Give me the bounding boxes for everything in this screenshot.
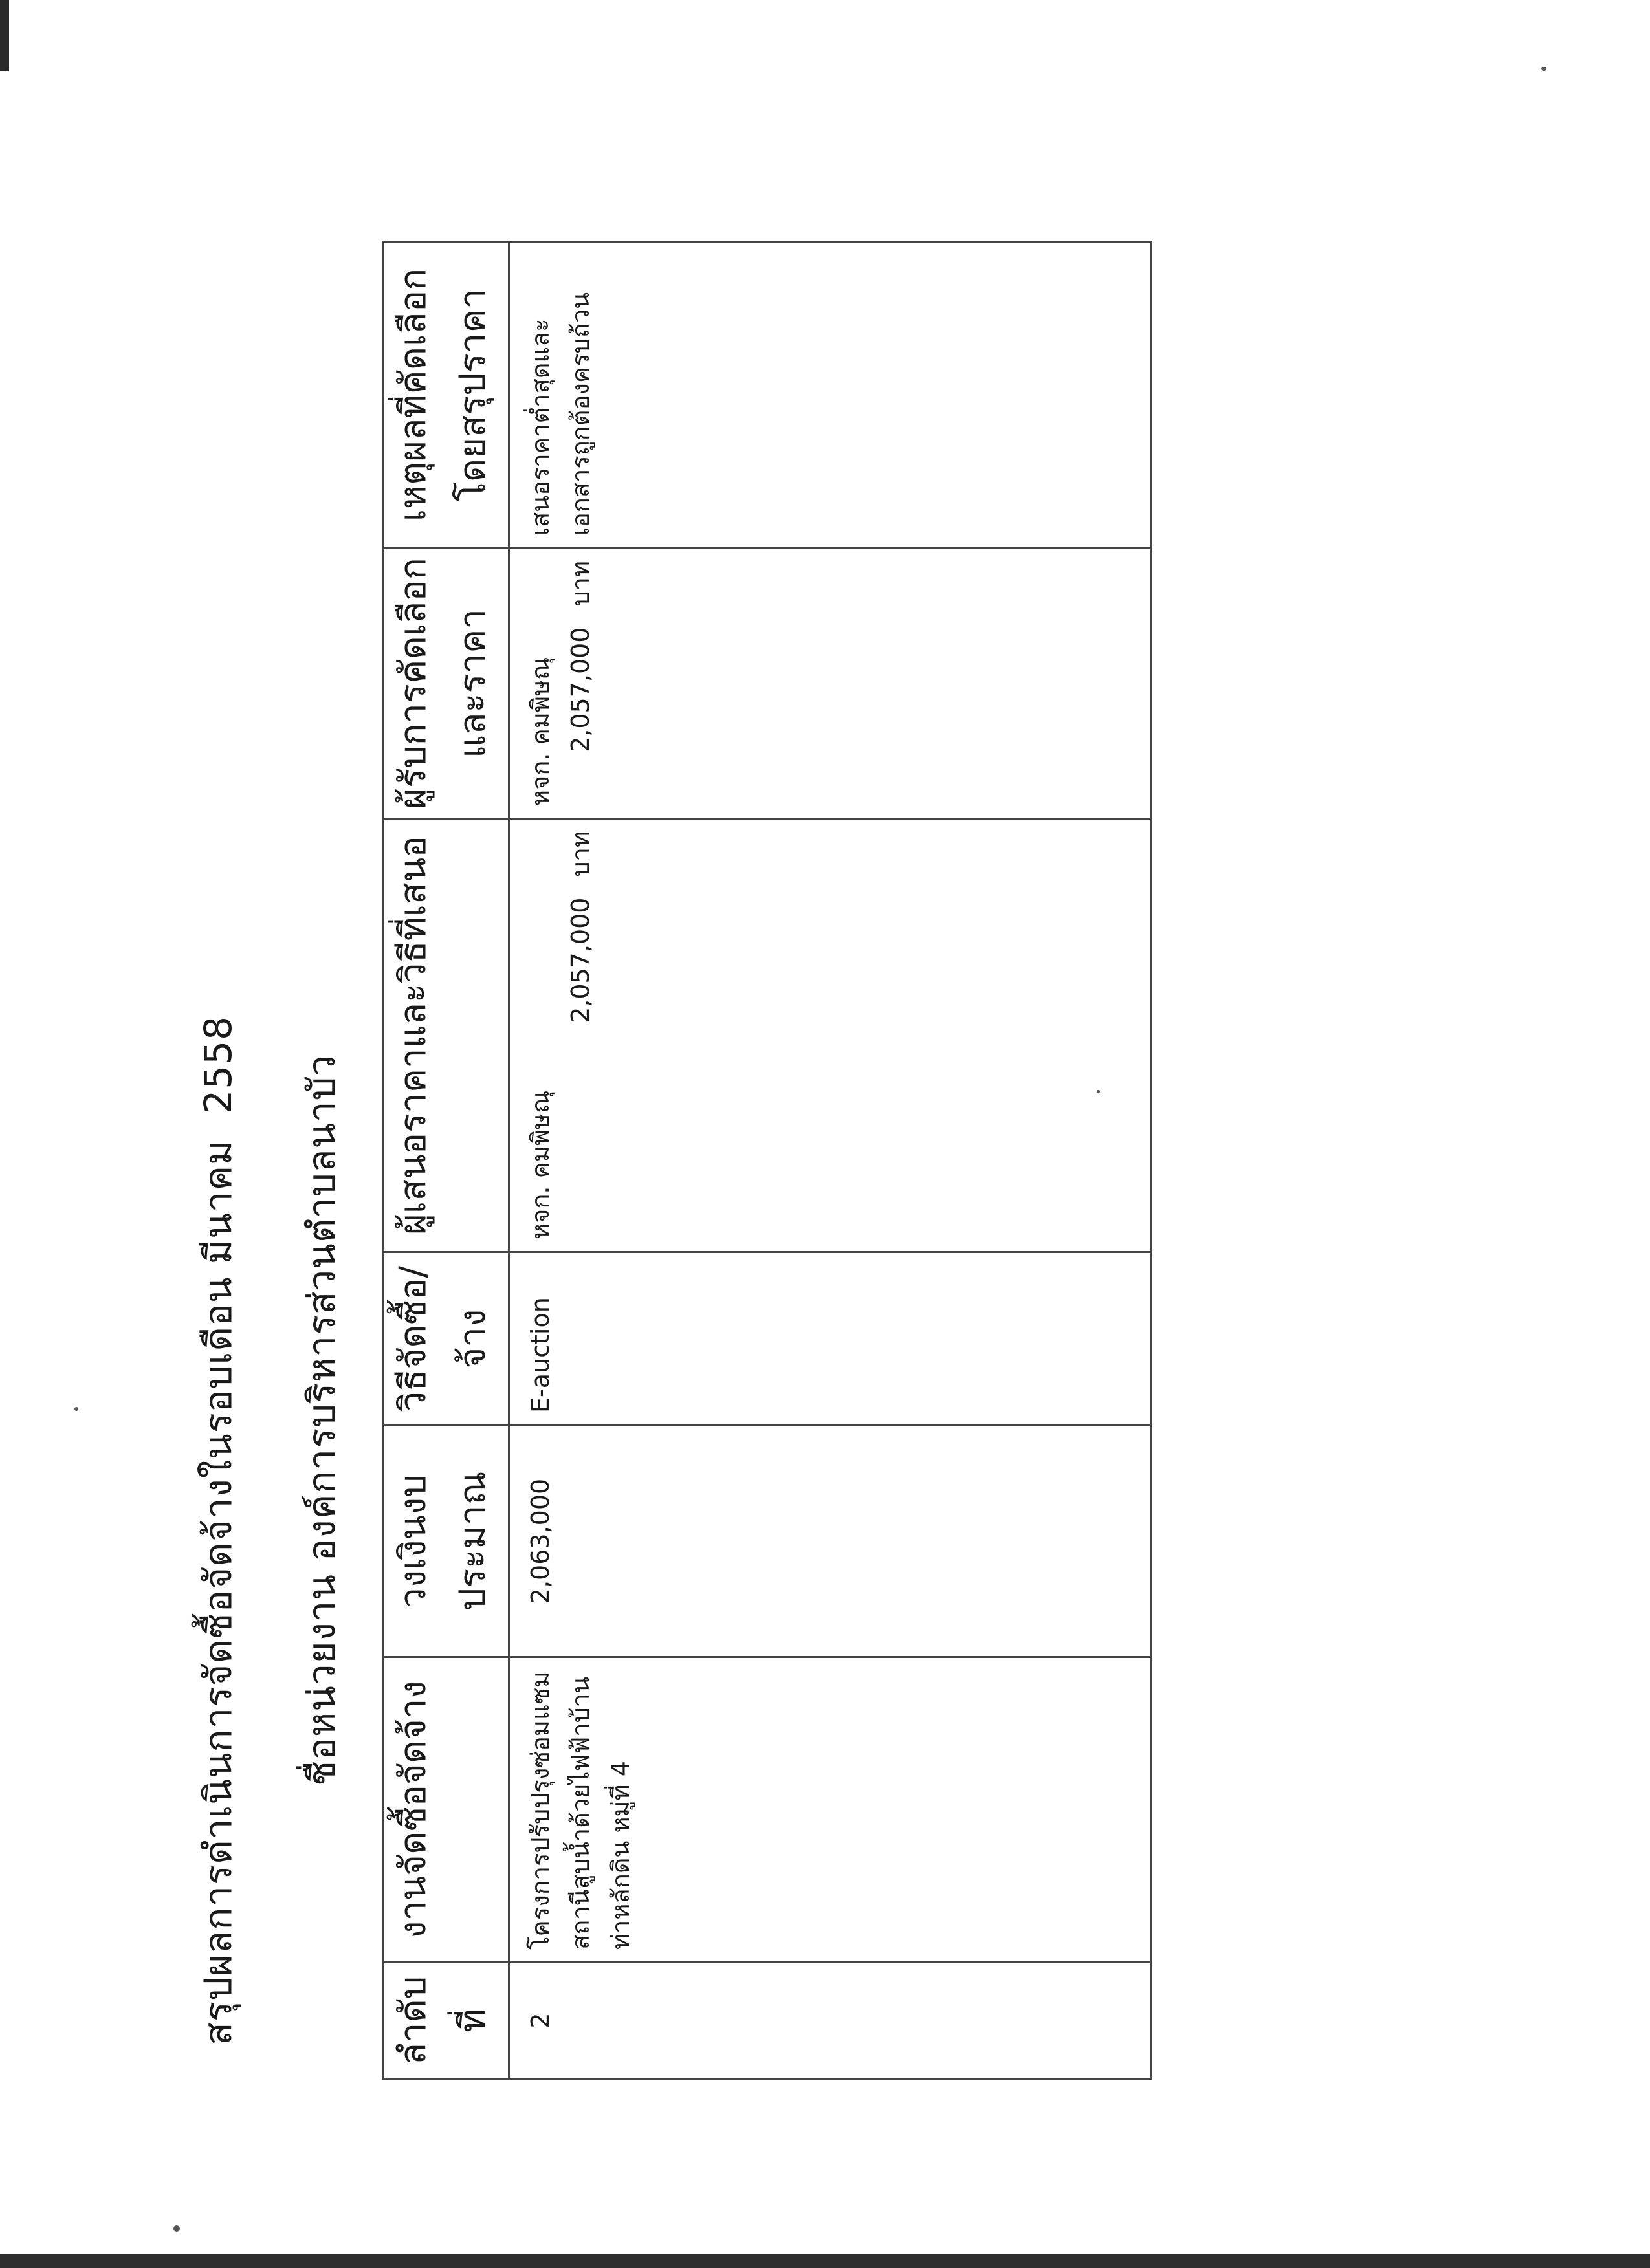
bidder-name: หจก. คมพิษณุ <box>526 1090 555 1239</box>
header-row <box>383 242 509 2079</box>
title-main: สรุปผลการดำเนินการจัดซื้อจัดจ้างในรอบเดือน มีนาคม <box>196 1139 240 2045</box>
scan-speck <box>1541 67 1546 71</box>
winner-price: 2,057,000 <box>566 627 595 752</box>
bidder-price-unit: บาท <box>566 831 595 877</box>
scan-speck <box>173 2225 180 2232</box>
header-winner: ผู้รับการคัดเลือกและราคา <box>383 549 509 819</box>
header-budget: วงเงินงบประมาณ <box>383 1426 509 1657</box>
cell-reason: เสนอราคาต่ำสุดและเอกสารถูกต้องครบถ้วน <box>509 242 1152 549</box>
cell-bidders <box>509 819 1152 1252</box>
cell-no: 2 <box>509 1963 1152 2079</box>
cell-budget: 2,063,000 <box>509 1426 1152 1657</box>
cell-item: โครงการปรับปรุงซ่อมแซมสถานีสูบน้ำด้วยไฟฟ้าบ้านท่าหลักดิน หมู่ที่ 4 <box>509 1657 1152 1963</box>
header-reason: เหตุผลที่คัดเลือกโดยสรุปราคา <box>383 242 509 549</box>
cell-winner <box>509 549 1152 819</box>
scan-bottom-edge <box>0 2254 1650 2268</box>
bidder-price-line <box>560 831 600 1239</box>
scan-edge-shadow <box>0 0 9 71</box>
bidder-price: 2,057,000 <box>566 897 595 1023</box>
procurement-summary-table <box>382 241 1152 2080</box>
header-bidders: ผู้เสนอราคาและวิธีที่เสนอ <box>383 819 509 1252</box>
header-method: วิธีจัดซื้อ/จ้าง <box>383 1252 509 1426</box>
winner-price-line <box>560 561 600 806</box>
agency-name: ชื่อหน่วยงาน องค์การบริหารส่วนตำบลนาบัว <box>300 1054 344 1787</box>
cell-method: E-auction <box>509 1252 1152 1426</box>
table-row <box>509 242 1152 2079</box>
document-title <box>188 1016 248 2080</box>
header-no: ลำดับที่ <box>383 1963 509 2079</box>
title-year: 2558 <box>196 1016 240 1114</box>
rotated-page-content <box>168 107 1462 2080</box>
header-item: งานจัดซื้อจัดจ้าง <box>383 1657 509 1963</box>
winner-name: หจก. คมพิษณุ <box>526 657 555 806</box>
winner-price-unit: บาท <box>566 561 595 607</box>
scan-speck <box>74 1407 78 1411</box>
